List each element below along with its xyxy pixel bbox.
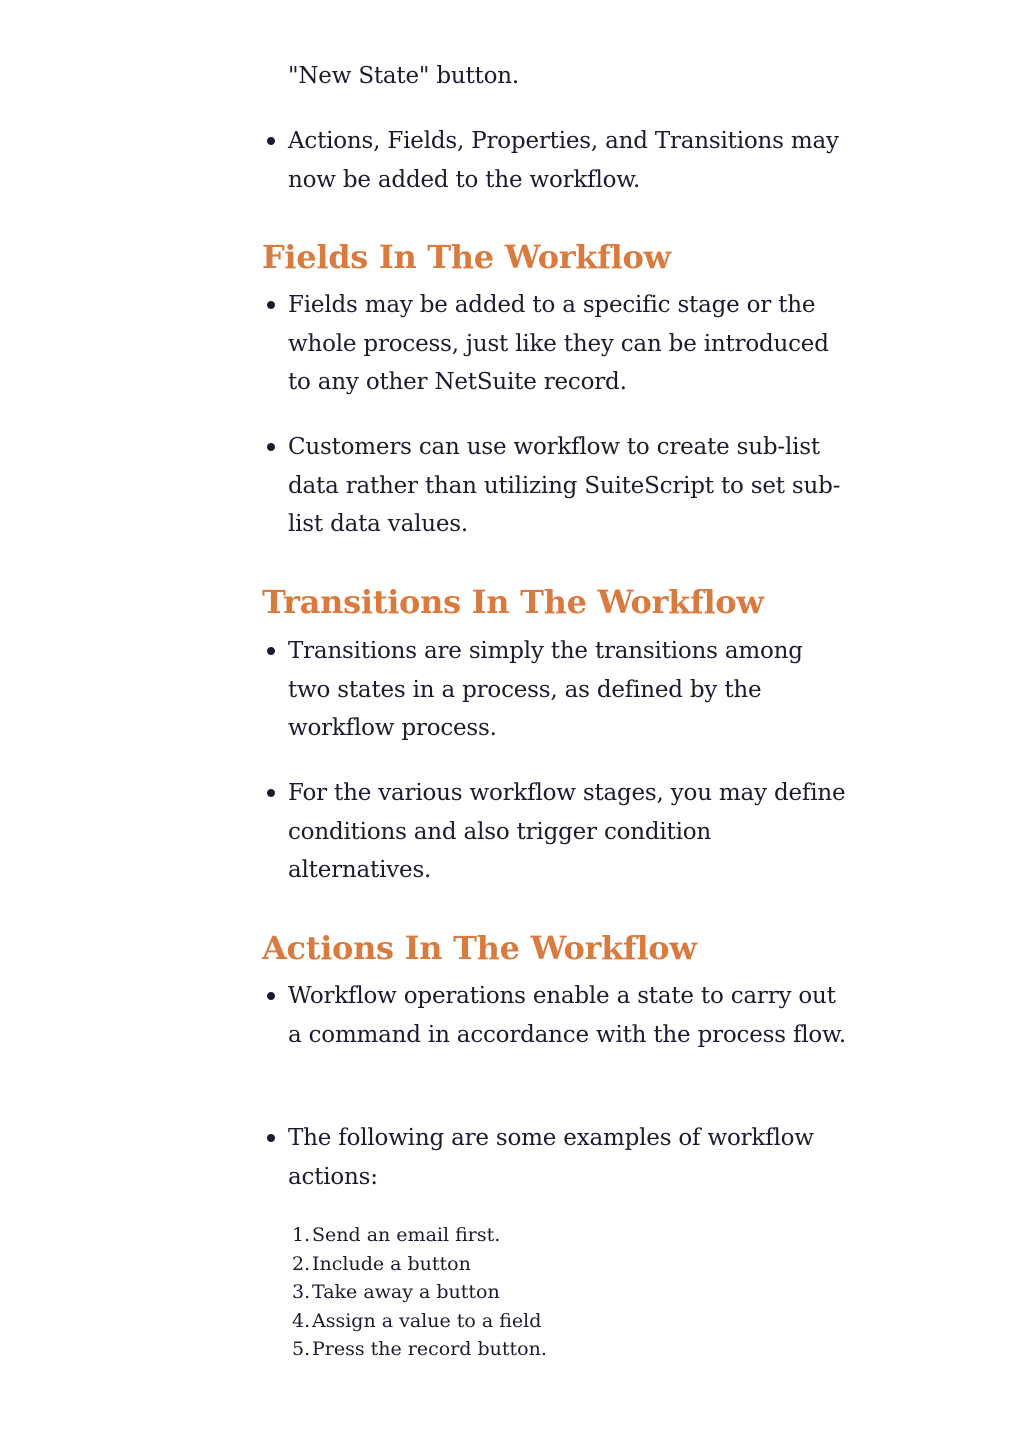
list-item xyxy=(288,774,848,890)
list-item-text: Send an email first. xyxy=(312,1224,501,1246)
bullet-icon xyxy=(267,992,275,1000)
ordered-list-item xyxy=(292,1278,547,1307)
list-item xyxy=(288,977,848,1054)
list-item xyxy=(288,632,848,748)
list-item xyxy=(288,428,848,544)
list-number: 4. xyxy=(292,1309,311,1332)
list-item-text: For the various workflow stages, you may define conditions and also trigger condition alternatives. xyxy=(288,780,846,884)
list-item-text: Fields may be added to a specific stage or the whole process, just like they can be introduced to any other NetSuite record. xyxy=(288,292,829,396)
section-heading-fields: Fields In The Workflow xyxy=(262,238,671,276)
ordered-list-item xyxy=(292,1335,547,1364)
list-item-text: Include a button xyxy=(312,1252,471,1275)
list-item xyxy=(288,286,848,402)
bullet-icon xyxy=(267,301,275,309)
list-item-text: Workflow operations enable a state to carry out a command in accordance with the process flow. xyxy=(288,983,846,1048)
continuation-text: "New State" button. xyxy=(288,63,519,89)
list-item-text: Customers can use workflow to create sub-list data rather than utilizing SuiteScript to set sub-list data values. xyxy=(288,434,841,538)
list-number: 3. xyxy=(292,1281,311,1304)
action-examples-list xyxy=(292,1221,547,1364)
list-item-text: Transitions are simply the transitions among two states in a process, as defined by the workflow process. xyxy=(288,638,803,742)
list-number: 2. xyxy=(292,1252,311,1275)
section-heading-transitions: Transitions In The Workflow xyxy=(262,583,764,621)
list-item xyxy=(288,122,848,199)
bullet-icon xyxy=(267,647,275,655)
list-item-text: Actions, Fields, Properties, and Transitions may now be added to the workflow. xyxy=(288,128,839,193)
bullet-icon xyxy=(267,789,275,797)
bullet-icon xyxy=(267,137,275,145)
list-item xyxy=(288,1119,848,1196)
list-number: 5. xyxy=(292,1338,311,1361)
ordered-list-item xyxy=(292,1250,547,1279)
bullet-icon xyxy=(267,443,275,451)
list-number: 1. xyxy=(292,1224,311,1246)
list-item-text: Assign a value to a field xyxy=(312,1309,542,1332)
section-heading-actions: Actions In The Workflow xyxy=(262,929,697,967)
list-item-text: The following are some examples of workflow actions: xyxy=(288,1125,814,1190)
list-item-text: Press the record button. xyxy=(312,1338,547,1361)
ordered-list-item xyxy=(292,1221,547,1250)
list-item-text: Take away a button xyxy=(312,1281,500,1304)
ordered-list-item xyxy=(292,1307,547,1336)
bullet-icon xyxy=(267,1134,275,1142)
